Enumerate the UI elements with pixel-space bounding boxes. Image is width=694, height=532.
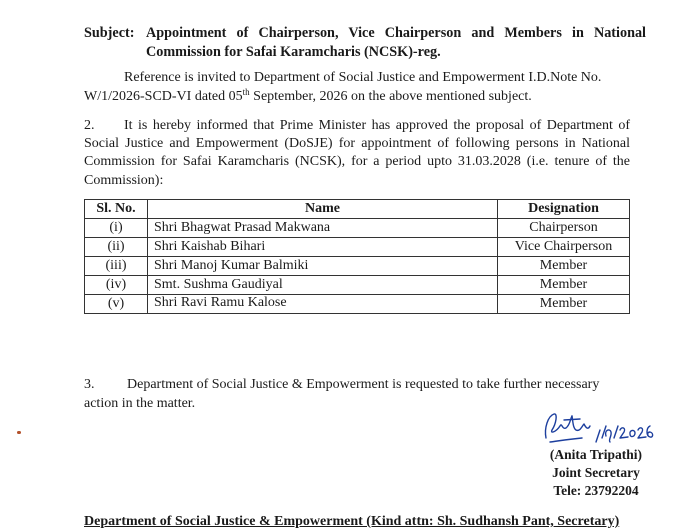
addressee-line: Department of Social Justice & Empowerment (Kind attn: Sh. Sudhansh Pant, Secretary) bbox=[84, 514, 620, 529]
cell-name: Smt. Sushma Gaudiyal bbox=[148, 276, 498, 295]
table-row bbox=[85, 295, 630, 314]
reference-date-rest: September, 2026 on the above mentioned subject. bbox=[249, 89, 532, 104]
reference-line-1: Reference is invited to Department of Social Justice and Empowerment I.D.Note No. bbox=[124, 70, 602, 85]
table-row bbox=[85, 238, 630, 257]
ink-speck bbox=[17, 431, 21, 434]
cell-designation: Member bbox=[498, 276, 630, 295]
cell-sl: (iv) bbox=[85, 276, 148, 295]
paragraph-2-text: It is hereby informed that Prime Minister has approved the proposal of Department of Social Justice and Empowerment (DoSJE) for appointment of following persons in National Commission for Safai Karamcharis (NCSK), for a period upto 31.03.2028 (i.e. tenure of the Commission): bbox=[84, 118, 630, 188]
cell-designation: Chairperson bbox=[498, 219, 630, 238]
cell-sl: (v) bbox=[85, 295, 148, 314]
table-row bbox=[85, 219, 630, 238]
paragraph-2 bbox=[84, 117, 630, 190]
cell-name: Shri Ravi Ramu Kalose bbox=[148, 295, 498, 314]
table-header-row bbox=[85, 200, 630, 219]
signatory-block bbox=[536, 446, 656, 500]
header-sl-no: Sl. No. bbox=[85, 200, 148, 219]
table-row bbox=[85, 257, 630, 276]
cell-designation: Member bbox=[498, 257, 630, 276]
cell-name: Shri Manoj Kumar Balmiki bbox=[148, 257, 498, 276]
handwritten-signature bbox=[540, 408, 655, 446]
paragraph-3-number: 3. bbox=[84, 377, 95, 392]
signatory-telephone: Tele: 23792204 bbox=[553, 483, 639, 498]
header-name: Name bbox=[148, 200, 498, 219]
table-row bbox=[85, 276, 630, 295]
paragraph-2-number: 2. bbox=[84, 118, 95, 133]
reference-note-number: W/1/2026-SCD-VI dated 05 bbox=[84, 89, 243, 104]
cell-sl: (ii) bbox=[85, 238, 148, 257]
subject-text: Appointment of Chairperson, Vice Chairperson and Members in National Commission for Safai Karamcharis (NCSK)-reg. bbox=[146, 25, 646, 60]
cell-sl: (i) bbox=[85, 219, 148, 238]
paragraph-3-text: Department of Social Justice & Empowerment is requested to take further necessary action in the matter. bbox=[84, 377, 600, 411]
cell-name: Shri Kaishab Bihari bbox=[148, 238, 498, 257]
cell-sl: (iii) bbox=[85, 257, 148, 276]
subject-label: Subject: bbox=[84, 25, 135, 41]
signatory-designation: Joint Secretary bbox=[552, 465, 640, 480]
signatory-name: (Anita Tripathi) bbox=[549, 447, 643, 462]
cell-designation: Member bbox=[498, 295, 630, 314]
cell-designation: Vice Chairperson bbox=[498, 238, 630, 257]
reference-line-2 bbox=[84, 88, 634, 106]
reference-date-suffix: th bbox=[242, 87, 250, 97]
header-designation: Designation bbox=[498, 200, 630, 219]
cell-name: Shri Bhagwat Prasad Makwana bbox=[148, 219, 498, 238]
appointments-table bbox=[84, 199, 630, 314]
